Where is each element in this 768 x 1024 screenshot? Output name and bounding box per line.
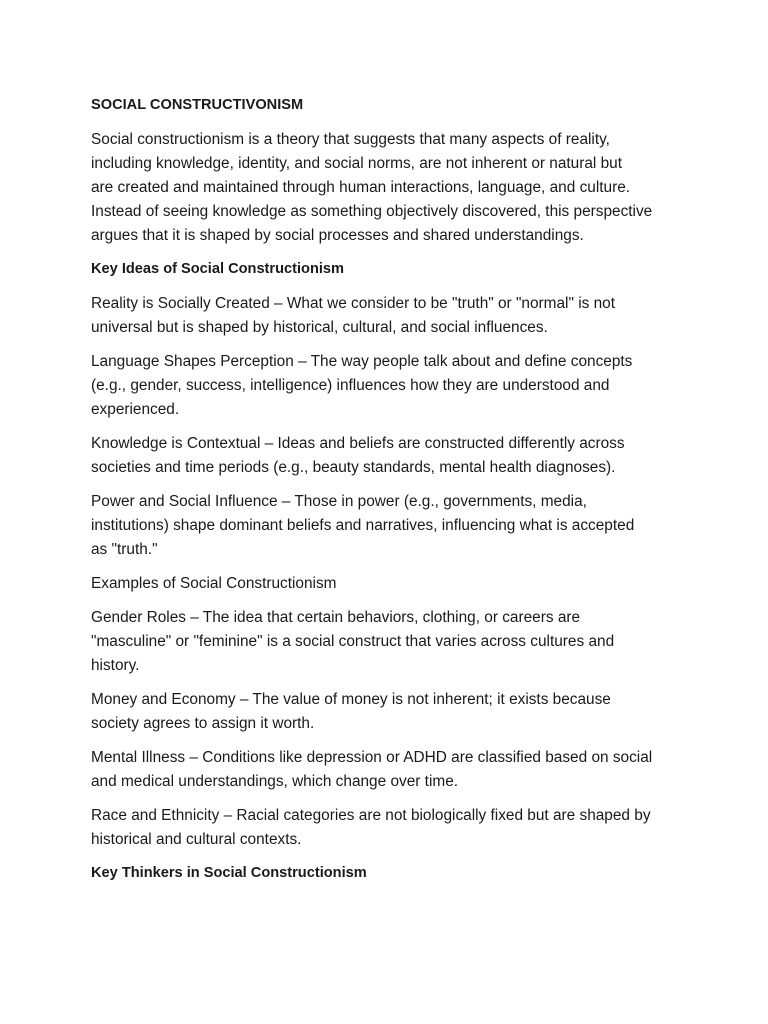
text-line: Power and Social Influence – Those in power (e.g., governments, media,	[91, 493, 587, 510]
example-paragraph	[91, 606, 691, 678]
example-paragraph	[91, 746, 691, 794]
text-line: universal but is shaped by historical, cultural, and social influences.	[91, 319, 548, 336]
intro-paragraph	[91, 128, 691, 248]
example-paragraph	[91, 804, 691, 852]
text-line: Instead of seeing knowledge as something objectively discovered, this perspective	[91, 203, 653, 220]
key-idea-paragraph	[91, 292, 691, 340]
key-ideas-heading: Key Ideas of Social Constructionism	[91, 261, 345, 277]
text-line: as "truth."	[91, 541, 158, 558]
text-line: society agrees to assign it worth.	[91, 715, 315, 732]
text-line: Race and Ethnicity – Racial categories are not biologically fixed but are shaped by	[91, 807, 651, 824]
text-line: and medical understandings, which change over time.	[91, 773, 459, 790]
key-idea-paragraph	[91, 432, 691, 480]
text-line: "masculine" or "feminine" is a social construct that varies across cultures and	[91, 633, 615, 650]
text-line: Money and Economy – The value of money is not inherent; it exists because	[91, 691, 611, 708]
key-idea-paragraph	[91, 350, 691, 422]
document-page	[91, 94, 691, 896]
text-line: Language Shapes Perception – The way people talk about and define concepts	[91, 353, 633, 370]
text-line: history.	[91, 657, 140, 674]
text-line: argues that it is shaped by social processes and shared understandings.	[91, 227, 584, 244]
text-line: institutions) shape dominant beliefs and narratives, influencing what is accepted	[91, 517, 635, 534]
text-line: Social constructionism is a theory that suggests that many aspects of reality,	[91, 131, 610, 148]
example-paragraph	[91, 688, 691, 736]
key-thinkers-heading: Key Thinkers in Social Constructionism	[91, 865, 367, 881]
text-line: experienced.	[91, 401, 180, 418]
examples-heading: Examples of Social Constructionism	[91, 575, 337, 592]
text-line: (e.g., gender, success, intelligence) influences how they are understood and	[91, 377, 610, 394]
text-line: including knowledge, identity, and social norms, are not inherent or natural but	[91, 155, 623, 172]
key-idea-paragraph	[91, 490, 691, 562]
text-line: Mental Illness – Conditions like depression or ADHD are classified based on social	[91, 749, 653, 766]
text-line: historical and cultural contexts.	[91, 831, 302, 848]
text-line: Reality is Socially Created – What we consider to be "truth" or "normal" is not	[91, 295, 615, 312]
document-title: SOCIAL CONSTRUCTIVONISM	[91, 97, 304, 113]
text-line: Knowledge is Contextual – Ideas and beliefs are constructed differently across	[91, 435, 625, 452]
text-line: societies and time periods (e.g., beauty standards, mental health diagnoses).	[91, 459, 616, 476]
text-line: are created and maintained through human interactions, language, and culture.	[91, 179, 631, 196]
text-line: Gender Roles – The idea that certain behaviors, clothing, or careers are	[91, 609, 581, 626]
